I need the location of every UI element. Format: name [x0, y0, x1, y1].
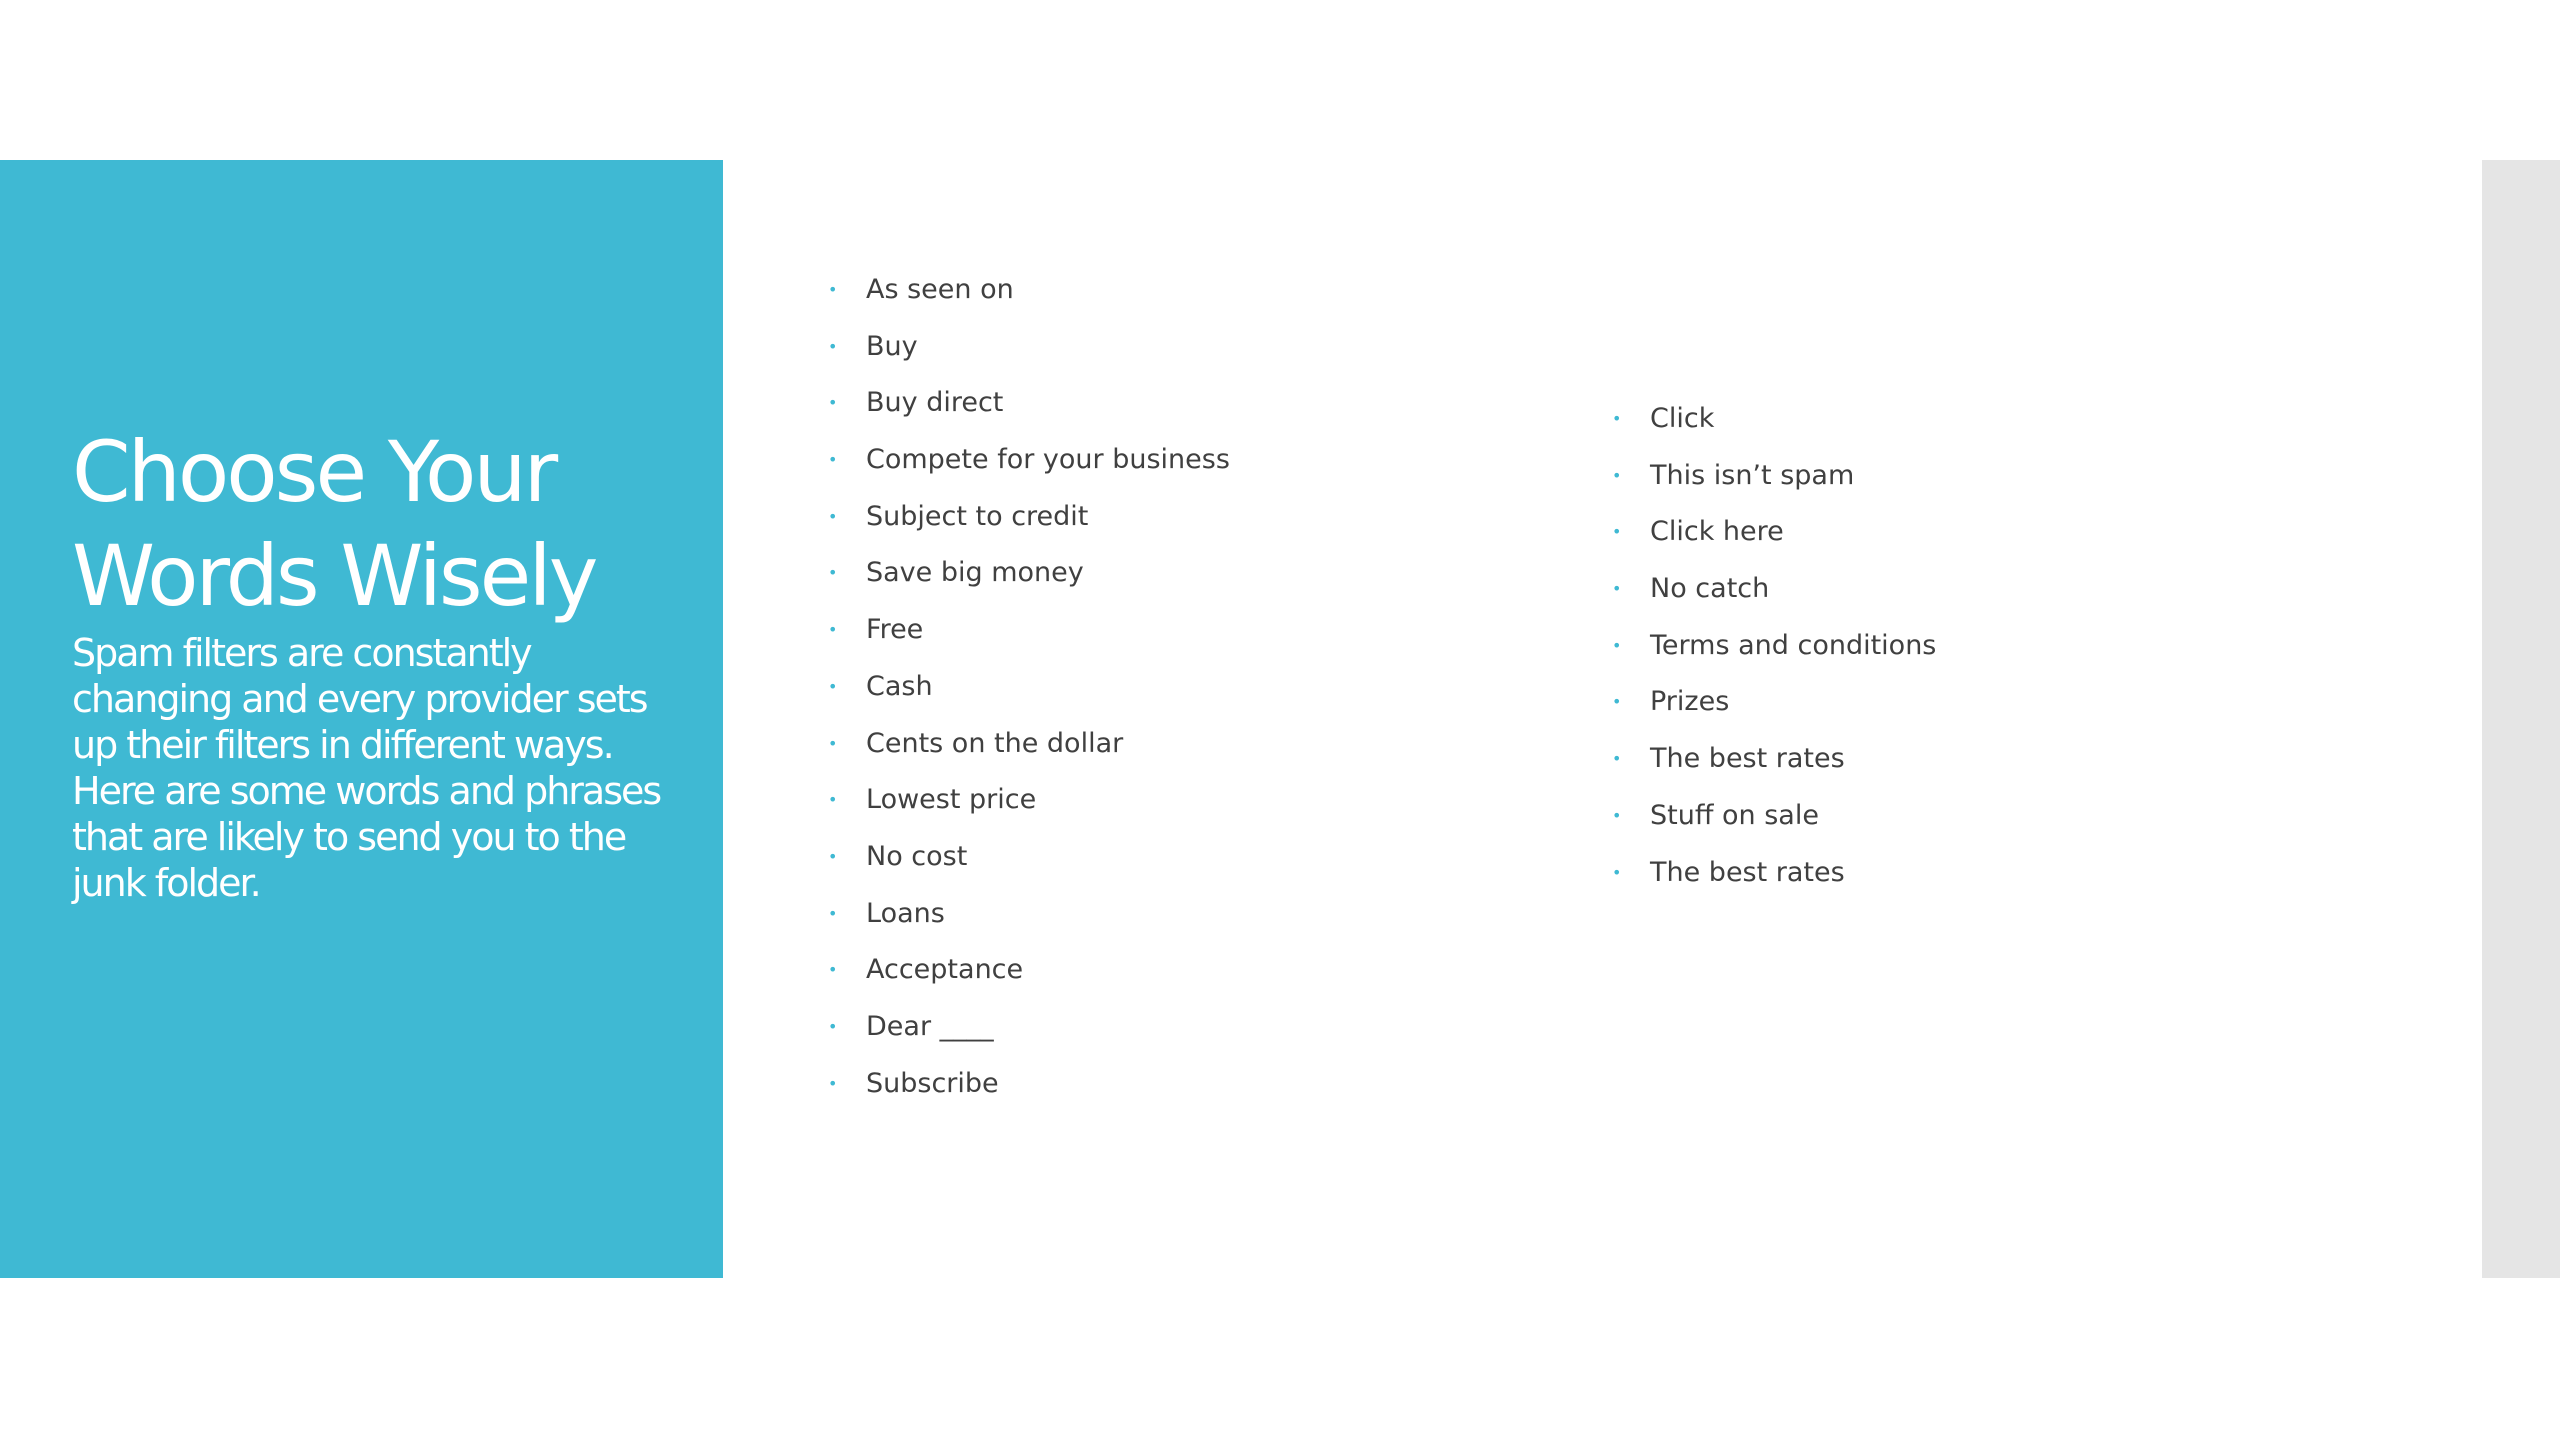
list-item-text: Compete for your business	[866, 444, 1230, 476]
list-item	[826, 432, 1230, 489]
list-item	[826, 602, 1230, 659]
list-item	[826, 942, 1230, 999]
side-strip	[2482, 160, 2560, 1278]
bullet-icon: •	[1612, 409, 1622, 428]
list-item-text: The best rates	[1650, 856, 1845, 888]
list-item	[1610, 674, 1936, 731]
bullet-icon: •	[1612, 749, 1622, 769]
list-item	[826, 716, 1230, 773]
list-item	[1610, 561, 1936, 618]
list-item-text: Stuff on sale	[1650, 799, 1819, 831]
spam-words-list-left	[826, 262, 1230, 1112]
slide-title: Choose Your Words Wisely	[72, 423, 596, 625]
list-item-text: Dear ____	[866, 1010, 994, 1042]
list-item	[826, 1056, 1230, 1113]
bullet-icon: •	[828, 733, 838, 753]
bullet-icon: •	[1612, 862, 1622, 882]
list-item-text: Click	[1650, 403, 1715, 434]
bullet-icon: •	[1612, 465, 1622, 485]
list-item-text: Buy direct	[866, 387, 1004, 419]
bullet-icon: •	[828, 790, 838, 810]
bullet-icon: •	[1612, 805, 1622, 825]
bullet-icon: •	[828, 903, 838, 923]
list-item-text: No catch	[1650, 573, 1770, 605]
bullet-icon: •	[828, 336, 838, 356]
list-item-text: This isn’t spam	[1650, 459, 1855, 491]
list-item	[826, 262, 1230, 319]
list-item-text: Cash	[866, 670, 933, 702]
list-item	[1610, 788, 1936, 845]
list-item-text: Free	[866, 614, 924, 646]
list-item-text: Click here	[1650, 516, 1784, 548]
list-item	[826, 545, 1230, 602]
list-item-text: Subject to credit	[866, 500, 1089, 532]
list-item-text: The best rates	[1650, 743, 1845, 775]
bullet-icon: •	[828, 846, 838, 866]
list-item-text: Buy	[866, 330, 918, 362]
list-item	[826, 659, 1230, 716]
list-item-text: No cost	[866, 840, 968, 872]
bullet-icon: •	[828, 1073, 838, 1093]
bullet-icon: •	[828, 280, 838, 299]
list-item	[826, 886, 1230, 943]
list-item-text: Save big money	[866, 557, 1084, 589]
list-item-text: Acceptance	[866, 954, 1024, 986]
bullet-icon: •	[828, 676, 838, 696]
list-item-text: Cents on the dollar	[866, 727, 1124, 759]
list-item	[1610, 731, 1936, 788]
bullet-icon: •	[828, 563, 838, 583]
list-item	[1610, 448, 1936, 505]
bullet-icon: •	[1612, 635, 1622, 655]
bullet-icon: •	[828, 393, 838, 413]
bullet-icon: •	[1612, 692, 1622, 712]
list-item	[1610, 845, 1936, 902]
list-item-text: Loans	[866, 897, 945, 929]
list-item-text: Terms and conditions	[1650, 629, 1937, 661]
list-item-text: Prizes	[1650, 686, 1730, 718]
list-item	[1610, 618, 1936, 675]
list-item	[826, 375, 1230, 432]
bullet-icon: •	[1612, 522, 1622, 542]
bullet-icon: •	[828, 620, 838, 640]
list-item	[826, 489, 1230, 546]
bullet-icon: •	[828, 1016, 838, 1036]
list-item	[826, 999, 1230, 1056]
list-item	[826, 319, 1230, 376]
bullet-icon: •	[828, 506, 838, 526]
list-item	[1610, 391, 1936, 448]
bullet-icon: •	[828, 960, 838, 980]
bullet-icon: •	[828, 450, 838, 470]
list-item	[826, 829, 1230, 886]
bullet-icon: •	[1612, 579, 1622, 599]
list-item-text: Subscribe	[866, 1067, 999, 1099]
spam-words-list-right	[1610, 391, 1936, 901]
slide-subtitle: Spam filters are constantly changing and every provider sets up their filters in different ways. Here are some words and phrases that are likely to send you to the junk folder.	[72, 631, 661, 905]
list-item-text: Lowest price	[866, 784, 1037, 816]
list-item	[826, 772, 1230, 829]
list-item-text: As seen on	[866, 274, 1014, 305]
list-item	[1610, 504, 1936, 561]
